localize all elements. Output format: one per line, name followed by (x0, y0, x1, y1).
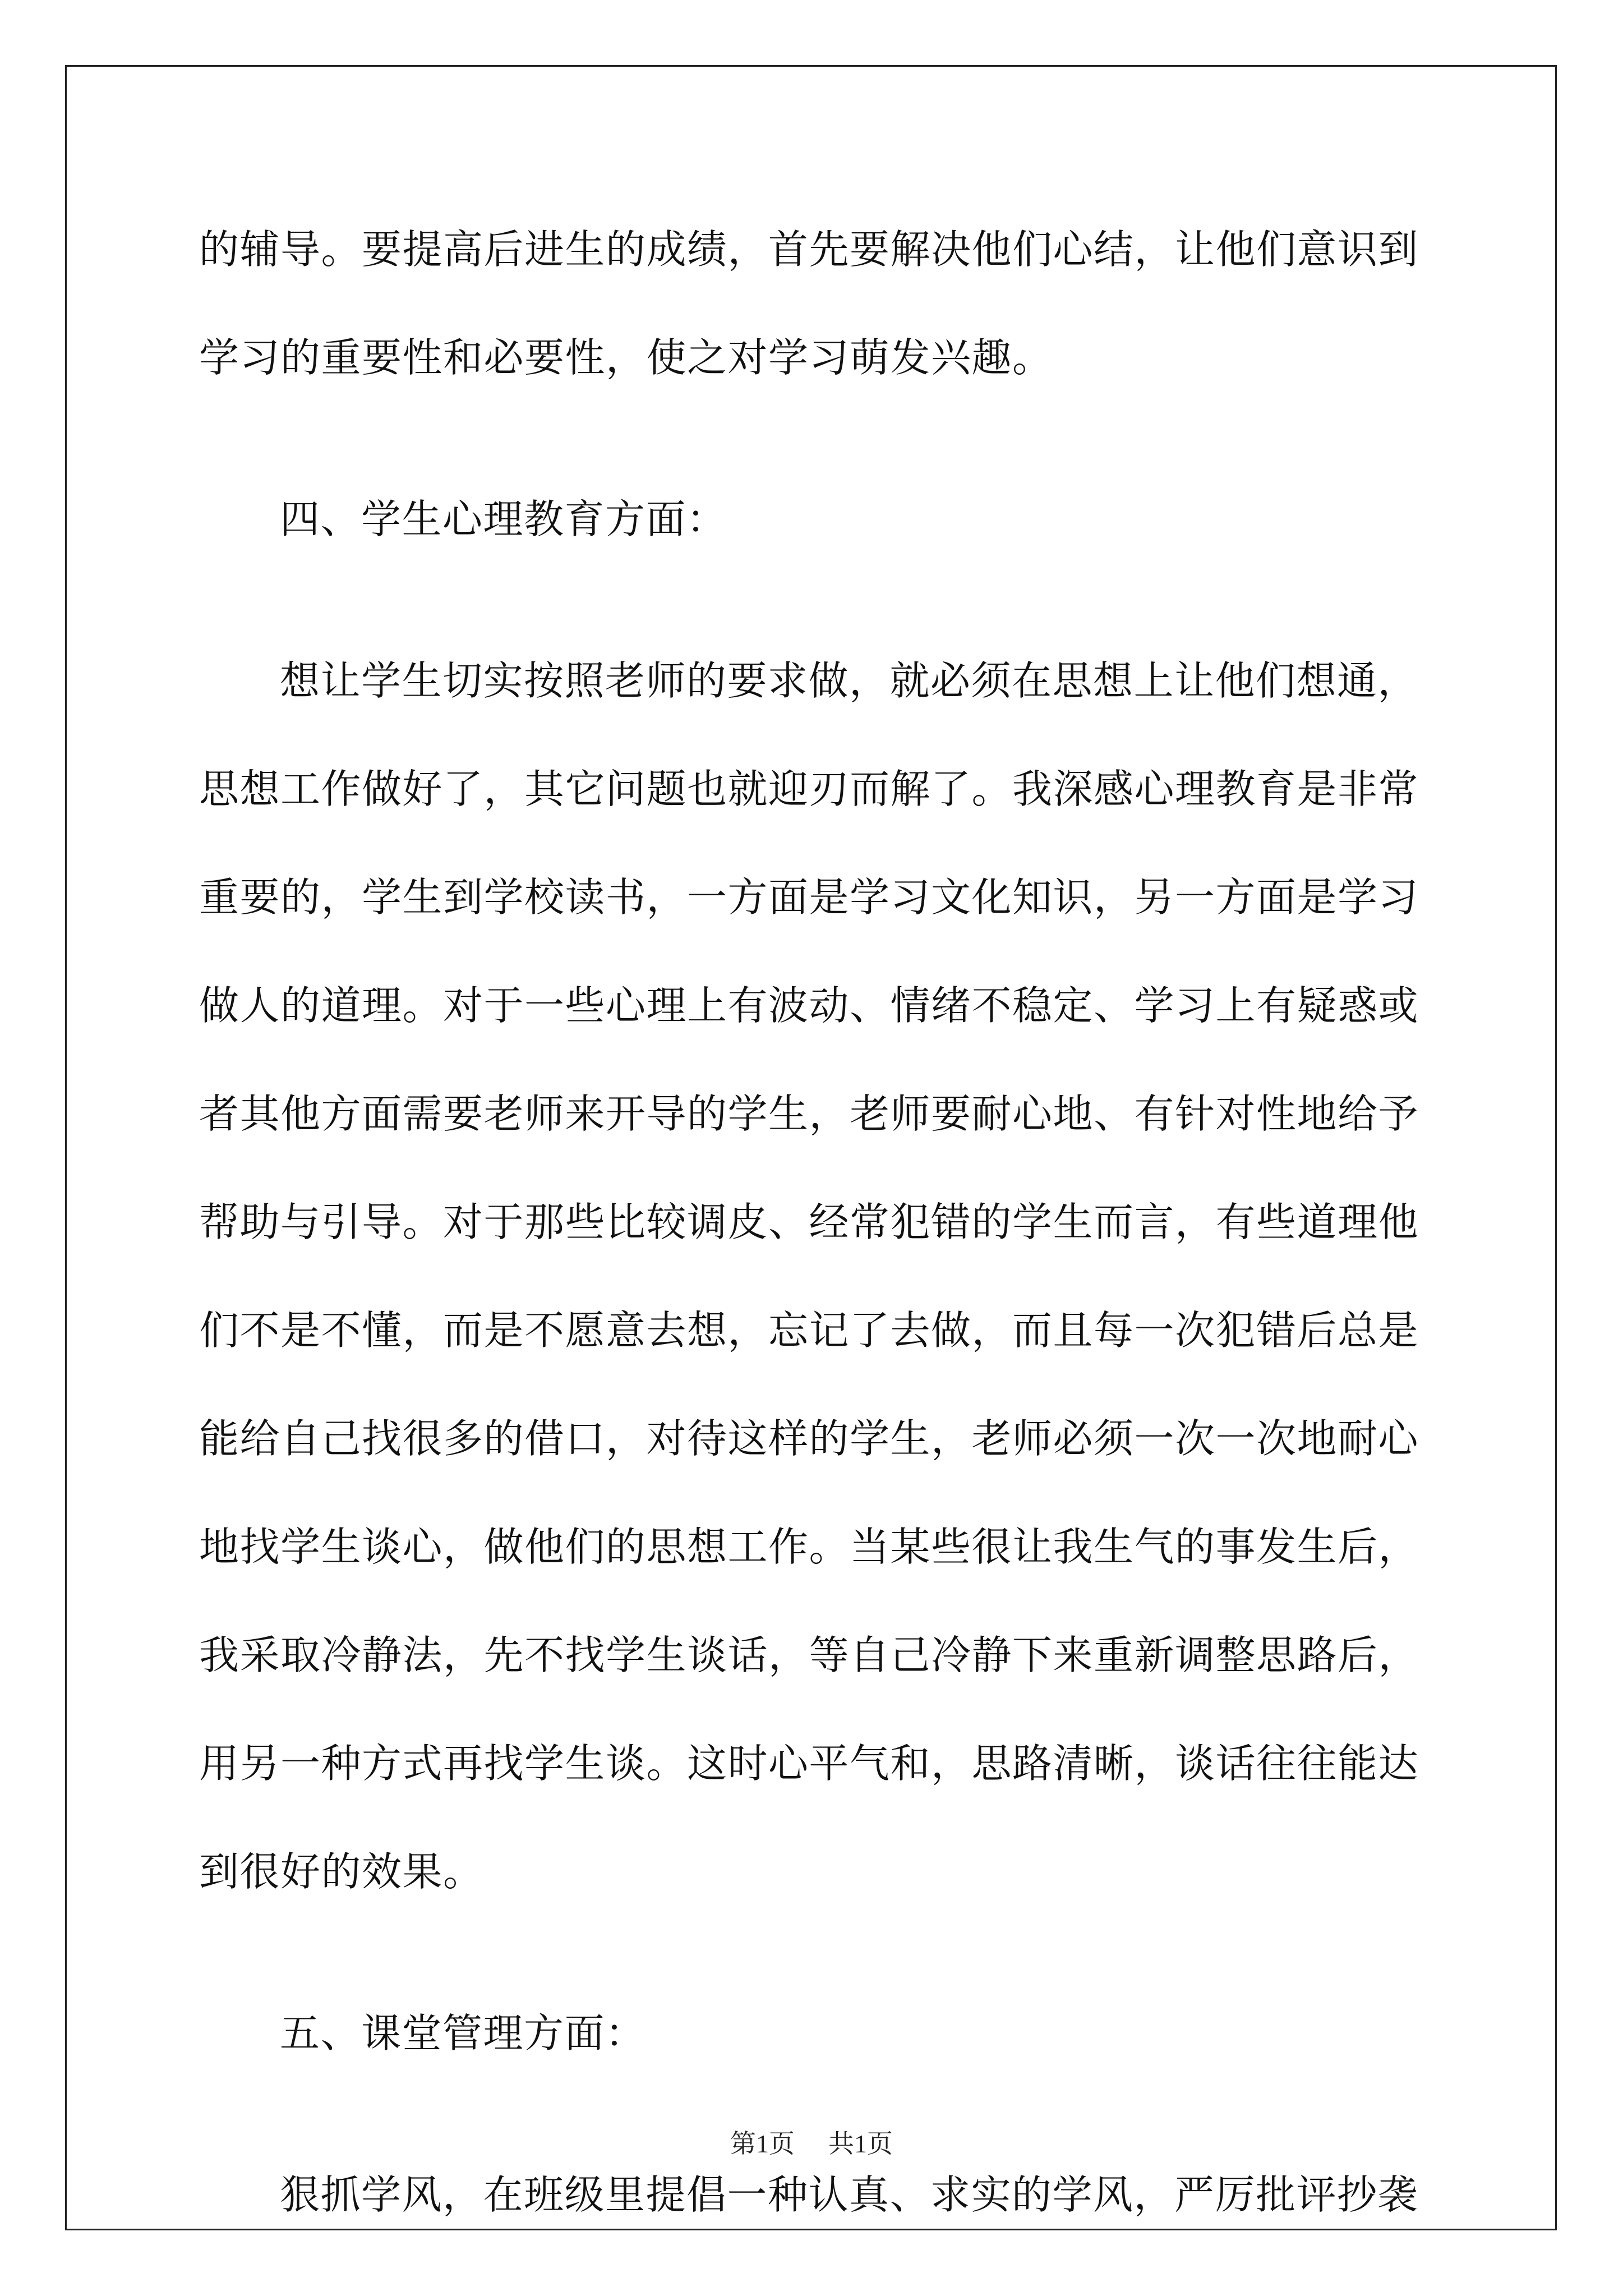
section-heading: 五、课堂管理方面： (280, 2010, 646, 2056)
text-line: 地找学生谈心，做他们的思想工作。当某些很让我生气的事发生后， (199, 1524, 1419, 1570)
text-line: 重要的，学生到学校读书，一方面是学习文化知识，另一方面是学习 (199, 874, 1419, 921)
page-number: 第1页 (730, 2129, 795, 2158)
text-line: 到很好的效果。 (199, 1848, 484, 1895)
text-line: 想让学生切实按照老师的要求做，就必须在思想上让他们想通， (280, 657, 1419, 704)
text-line: 用另一种方式再找学生谈。这时心平气和，思路清晰，谈话往往能达 (199, 1740, 1419, 1787)
text-line: 的辅导。要提高后进生的成绩，首先要解决他们心结，让他们意识到 (199, 226, 1419, 273)
page-footer (0, 2123, 1623, 2160)
text-line: 做人的道理。对于一些心理上有波动、情绪不稳定、学习上有疑惑或 (199, 982, 1419, 1029)
text-line: 我采取冷静法，先不找学生谈话，等自己冷静下来重新调整思路后， (199, 1632, 1419, 1678)
document-body (199, 213, 1433, 2267)
text-line: 学习的重要性和必要性，使之对学习萌发兴趣。 (199, 334, 1053, 381)
text-line: 能给自己找很多的借口，对待这样的学生，老师必须一次一次地耐心 (199, 1415, 1419, 1462)
text-line: 帮助与引导。对于那些比较调皮、经常犯错的学生而言，有些道理他 (199, 1199, 1419, 1245)
text-line: 们不是不懂，而是不愿意去想，忘记了去做，而且每一次犯错后总是 (199, 1307, 1419, 1354)
text-line: 者其他方面需要老师来开导的学生，老师要耐心地、有针对性地给予 (199, 1091, 1419, 1137)
section-heading: 四、学生心理教育方面： (280, 496, 727, 542)
text-line: 狠抓学风，在班级里提倡一种认真、求实的学风，严厉批评抄袭 (280, 2171, 1419, 2218)
page-total: 共1页 (828, 2129, 893, 2158)
text-line: 思想工作做好了，其它问题也就迎刃而解了。我深感心理教育是非常 (199, 766, 1419, 812)
